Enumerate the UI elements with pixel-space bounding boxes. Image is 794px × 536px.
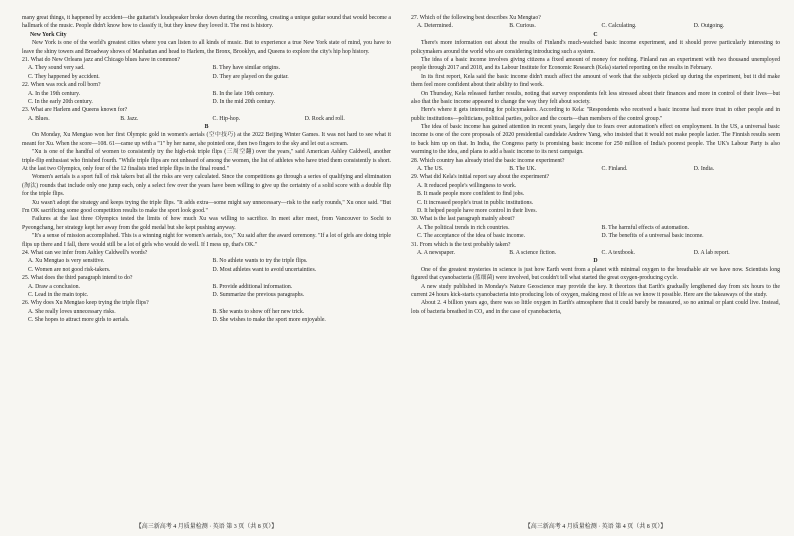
question-26-options <box>22 308 391 325</box>
question-21: 21. What do New Orleans jazz and Chicago blues have in common? <box>22 56 180 63</box>
option-28c: C. Finland. <box>601 166 628 173</box>
passage-a-new-york: New York is one of the world's greatest cities where you can listen to all kinds of music. But to experience a true New York state of mind, you have to leave the shiny towers and Broadway shows of Manhattan and head to Harlem, the Bronx, Brooklyn, and Queens to explore the city's hip hop history. <box>22 40 391 55</box>
option-29a: A. It reduced people's willingness to work. <box>417 182 517 189</box>
section-d-heading: D <box>593 258 598 265</box>
passage-c-paragraph-5: Here's where it gets interesting for policymakers. According to Kela: "Respondents who received a basic income had more trust in other people and in public institutions—politicians, political parties, police and the courts—than members of the control group." <box>411 107 780 122</box>
question-23: 23. What are Harlem and Queens known for? <box>22 107 128 114</box>
option-30d: D. The benefits of a universal basic income. <box>601 233 704 240</box>
question-31: 31. From which is the text probably taken? <box>411 241 511 248</box>
option-31c: C. A textbook. <box>601 249 635 256</box>
option-26b: B. She wants to show off her new trick. <box>212 308 305 315</box>
passage-c-paragraph-2: The idea of a basic income involves giving citizens a fixed amount of money for nothing. Finland ran an experiment with two thousand unemployed people through 2017 and 2018, and its Labour Institute for Economic Research (Kela) started reporting on the results in February. <box>411 56 780 72</box>
question-27: 27. Which of the following best describes Xu Mengtao? <box>411 15 541 21</box>
question-29-options <box>411 182 780 216</box>
question-28: 28. Which country has already tried the basic income experiment? <box>411 157 565 164</box>
option-24a: A. Xu Mengtao is very sensitive. <box>28 258 105 265</box>
question-27-options <box>411 22 780 30</box>
passage-c-paragraph-3: In its first report, Kela said the basic income didn't much affect the amount of work that the subjects picked up during the experiment, but it did make them feel more confident about their ability to find work. <box>411 73 780 89</box>
passage-a-ending: many great things, it happened by accident—the guitarist's loudspeaker broke down during the recording, creating a unique guitar sound that would become a hallmark of the music. People didn't know how to classify it, but they knew they loved it. The rest is history. <box>22 15 391 30</box>
passage-d-paragraph-1: One of the greatest mysteries in science is just how Earth went from a planet with minimal oxygen to the breathable air we have now. Scientists long figured that cyanobacteria (蓝细菌) were involved, but couldn't tell what started the great oxygen-producing cycle. <box>411 266 780 282</box>
question-24-options <box>22 257 391 274</box>
question-26: 26. Why does Xu Mengtao keep trying the triple flips? <box>22 300 149 307</box>
question-28-options <box>411 165 780 173</box>
question-25-options <box>22 283 391 300</box>
option-30b: B. The harmful effects of automation. <box>601 224 690 231</box>
option-31a: A. A newspaper. <box>417 249 455 256</box>
question-22-options <box>22 90 391 107</box>
passage-c-paragraph-4: On Thursday, Kela released further results, noting that survey respondents felt less stressed about their finances and more in control of their lives—but also that the basic income appeared to change the way they felt about society. <box>411 90 780 105</box>
option-30c: C. The acceptance of the idea of basic income. <box>417 233 526 240</box>
passage-d-paragraph-2: A new study published in Monday's Nature Geoscience may provide the key. It theorizes that Earth's gradually lengthened day from six hours to the current 24 hours kick-starts cyanobacteria into producing lots of oxygen, making most of life as we know it possible. Here are the takeaways of the study. <box>411 283 780 298</box>
section-b-heading: B <box>204 124 209 131</box>
page-footer-left: 【高三新高考 4 月质量检测 · 英语 第 3 页（共 8 页）】 <box>135 524 278 530</box>
question-21-options <box>22 64 391 81</box>
option-24c: C. Women are not good risk-takers. <box>28 266 111 273</box>
option-26a: A. She really loves unnecessary risks. <box>28 308 116 315</box>
question-23-options <box>22 115 391 123</box>
passage-c-paragraph-6: The idea of basic income has gained attention in recent years, largely due to fears over automation's effect on employment. In the US, a universal basic income is one of the core proposals of 2020 presidential candidate Andrew Yang, who insisted that it would not make people lazier. The Finnish results seem to back him up on that. In India, the Congress party is promising basic income for 250 million of India's poorest people. The UK's Labour Party is also warming to the idea, and plans to add a basic income to its next campaign. <box>411 124 780 156</box>
option-23b: B. Jazz. <box>120 115 139 122</box>
question-25: 25. What does the third paragraph intend to do? <box>22 275 133 282</box>
option-31b: B. A science fiction. <box>509 249 557 256</box>
option-30a: A. The political trends in rich countries. <box>417 224 510 231</box>
left-column <box>22 14 391 324</box>
passage-b-paragraph-5: Failures at the last three Olympics tested the limits of how much Xu was willing to sacrifice. In meet after meet, from Vancouver to Sochi to Pyeongchang, her strategy kept her away from the gold medal but she kept pushing anyway. <box>22 216 391 231</box>
option-27b: B. Curious. <box>509 23 536 30</box>
option-21d: D. They are played on the guitar. <box>212 73 289 80</box>
passage-b-paragraph-6: "It's a sense of mission accomplished. This is a winning night for women's aerials, too," Xu said after the award ceremony. "If a lot of girls are doing triple flips up there and I fall, there would still be a lot of girls who would do well. If I mess up, that's OK." <box>22 233 391 248</box>
passage-b-paragraph-1: On Monday, Xu Mengtao won her first Olympic gold in women's aerials (空中技巧) at the 2022 Beijing Winter Games. It was not hard to see what it meant for Xu. When the score—108. 61—came up with a "1" by her name, she pointed one, then two fingers to the sky and let out a scream. <box>22 132 391 147</box>
option-22a: A. In the 19th century. <box>28 90 81 97</box>
passage-b-paragraph-2: "Xu is one of the handful of women to consistently try the high-risk triple flips (三周空翻) over the years," said American Ashley Caldwell, another triple-flip enthusiast who finished fourth. "While triple flips are not unheard of among the women, the list of athletes who have tried them consistently is short. At the last two Olympics, only four of the 12 finalists tried triple flips in the final round." <box>22 149 391 173</box>
question-22: 22. When was rock and roll born? <box>22 82 101 89</box>
option-26d: D. She wishes to make the sport more enjoyable. <box>212 317 326 324</box>
section-c-heading: C <box>593 31 598 38</box>
option-25b: B. Provide additional information. <box>212 283 293 290</box>
right-column <box>411 14 780 316</box>
question-30-options <box>411 224 780 241</box>
option-29d: D. It helped people have more control in their lives. <box>417 207 537 214</box>
option-24b: B. No athlete wants to try the triple flips. <box>212 258 308 265</box>
option-25a: A. Draw a conclusion. <box>28 283 80 290</box>
passage-c-paragraph-1: There's more information out about the results of Finland's much-watched basic income experiment, and it should prove particularly interesting to policymakers around the world who are considering introducing such a system. <box>411 40 780 55</box>
option-23d: D. Rock and roll. <box>304 115 345 122</box>
option-29c: C. It increased people's trust in public institutions. <box>417 199 534 206</box>
option-27a: A. Determined. <box>417 23 453 30</box>
option-22b: B. In the late 19th century. <box>212 90 275 97</box>
option-28d: D. India. <box>693 166 715 173</box>
passage-d-paragraph-3: About 2. 4 billion years ago, there was so little oxygen in Earth's atmosphere that it could barely be measured, so no animal or plant could live. Instead, lots of bacteria breathed in CO₂ and in the case of cyanobacteria, <box>411 300 780 315</box>
option-22c: C. In the early 20th century. <box>28 98 93 105</box>
option-21c: C. They happened by accident. <box>28 73 100 80</box>
question-31-options <box>411 249 780 257</box>
option-28b: B. The UK. <box>509 166 537 173</box>
option-27c: C. Calculating. <box>601 23 637 30</box>
option-27d: D. Outgoing. <box>693 23 725 30</box>
option-23c: C. Hip-hop. <box>212 115 241 122</box>
option-25c: C. Lead in the main topic. <box>28 291 89 298</box>
option-31d: D. A lab report. <box>693 249 730 256</box>
page-footer-right: 【高三新高考 4 月质量检测 · 英语 第 4 页（共 8 页）】 <box>524 524 667 530</box>
option-28a: A. The US. <box>417 166 444 173</box>
passage-b-paragraph-4: Xu wasn't adopt the strategy and keeps trying the triple flips. "It adds extra—some might say unnecessary—risk to the early rounds," Xu once said. "But I'm OK sacrificing some good competition results to make the sport look good." <box>22 199 391 214</box>
option-29b: B. It made people more confident to find jobs. <box>417 191 525 198</box>
option-24d: D. Most athletes want to avoid uncertainties. <box>212 266 317 273</box>
question-29: 29. What did Kela's initial report say about the experiment? <box>411 174 550 181</box>
option-21b: B. They have similar origins. <box>212 65 281 72</box>
option-21a: A. They sound very sad. <box>28 65 85 72</box>
option-22d: D. In the mid 20th century. <box>212 98 276 105</box>
option-25d: D. Summarize the previous paragraphs. <box>212 291 305 298</box>
section-heading-new-york: New York City <box>30 31 67 38</box>
page-gutter <box>396 0 397 536</box>
option-26c: C. She hopes to attract more girls to aerials. <box>28 317 130 324</box>
option-23a: A. Blues. <box>28 115 50 122</box>
passage-b-paragraph-3: Women's aerials is a sport full of risk takers but all the risks are very calculated. Since the competitions go through a series of qualifying and elimination (淘汰) rounds that include only one jump each, only a select few over the years have been willing to give up the certainty of a solid score with a double flip for the triple flips. <box>22 174 391 198</box>
question-30: 30. What is the last paragraph mainly about? <box>411 216 515 223</box>
question-24: 24. What can we infer from Ashley Caldwell's words? <box>22 249 148 256</box>
